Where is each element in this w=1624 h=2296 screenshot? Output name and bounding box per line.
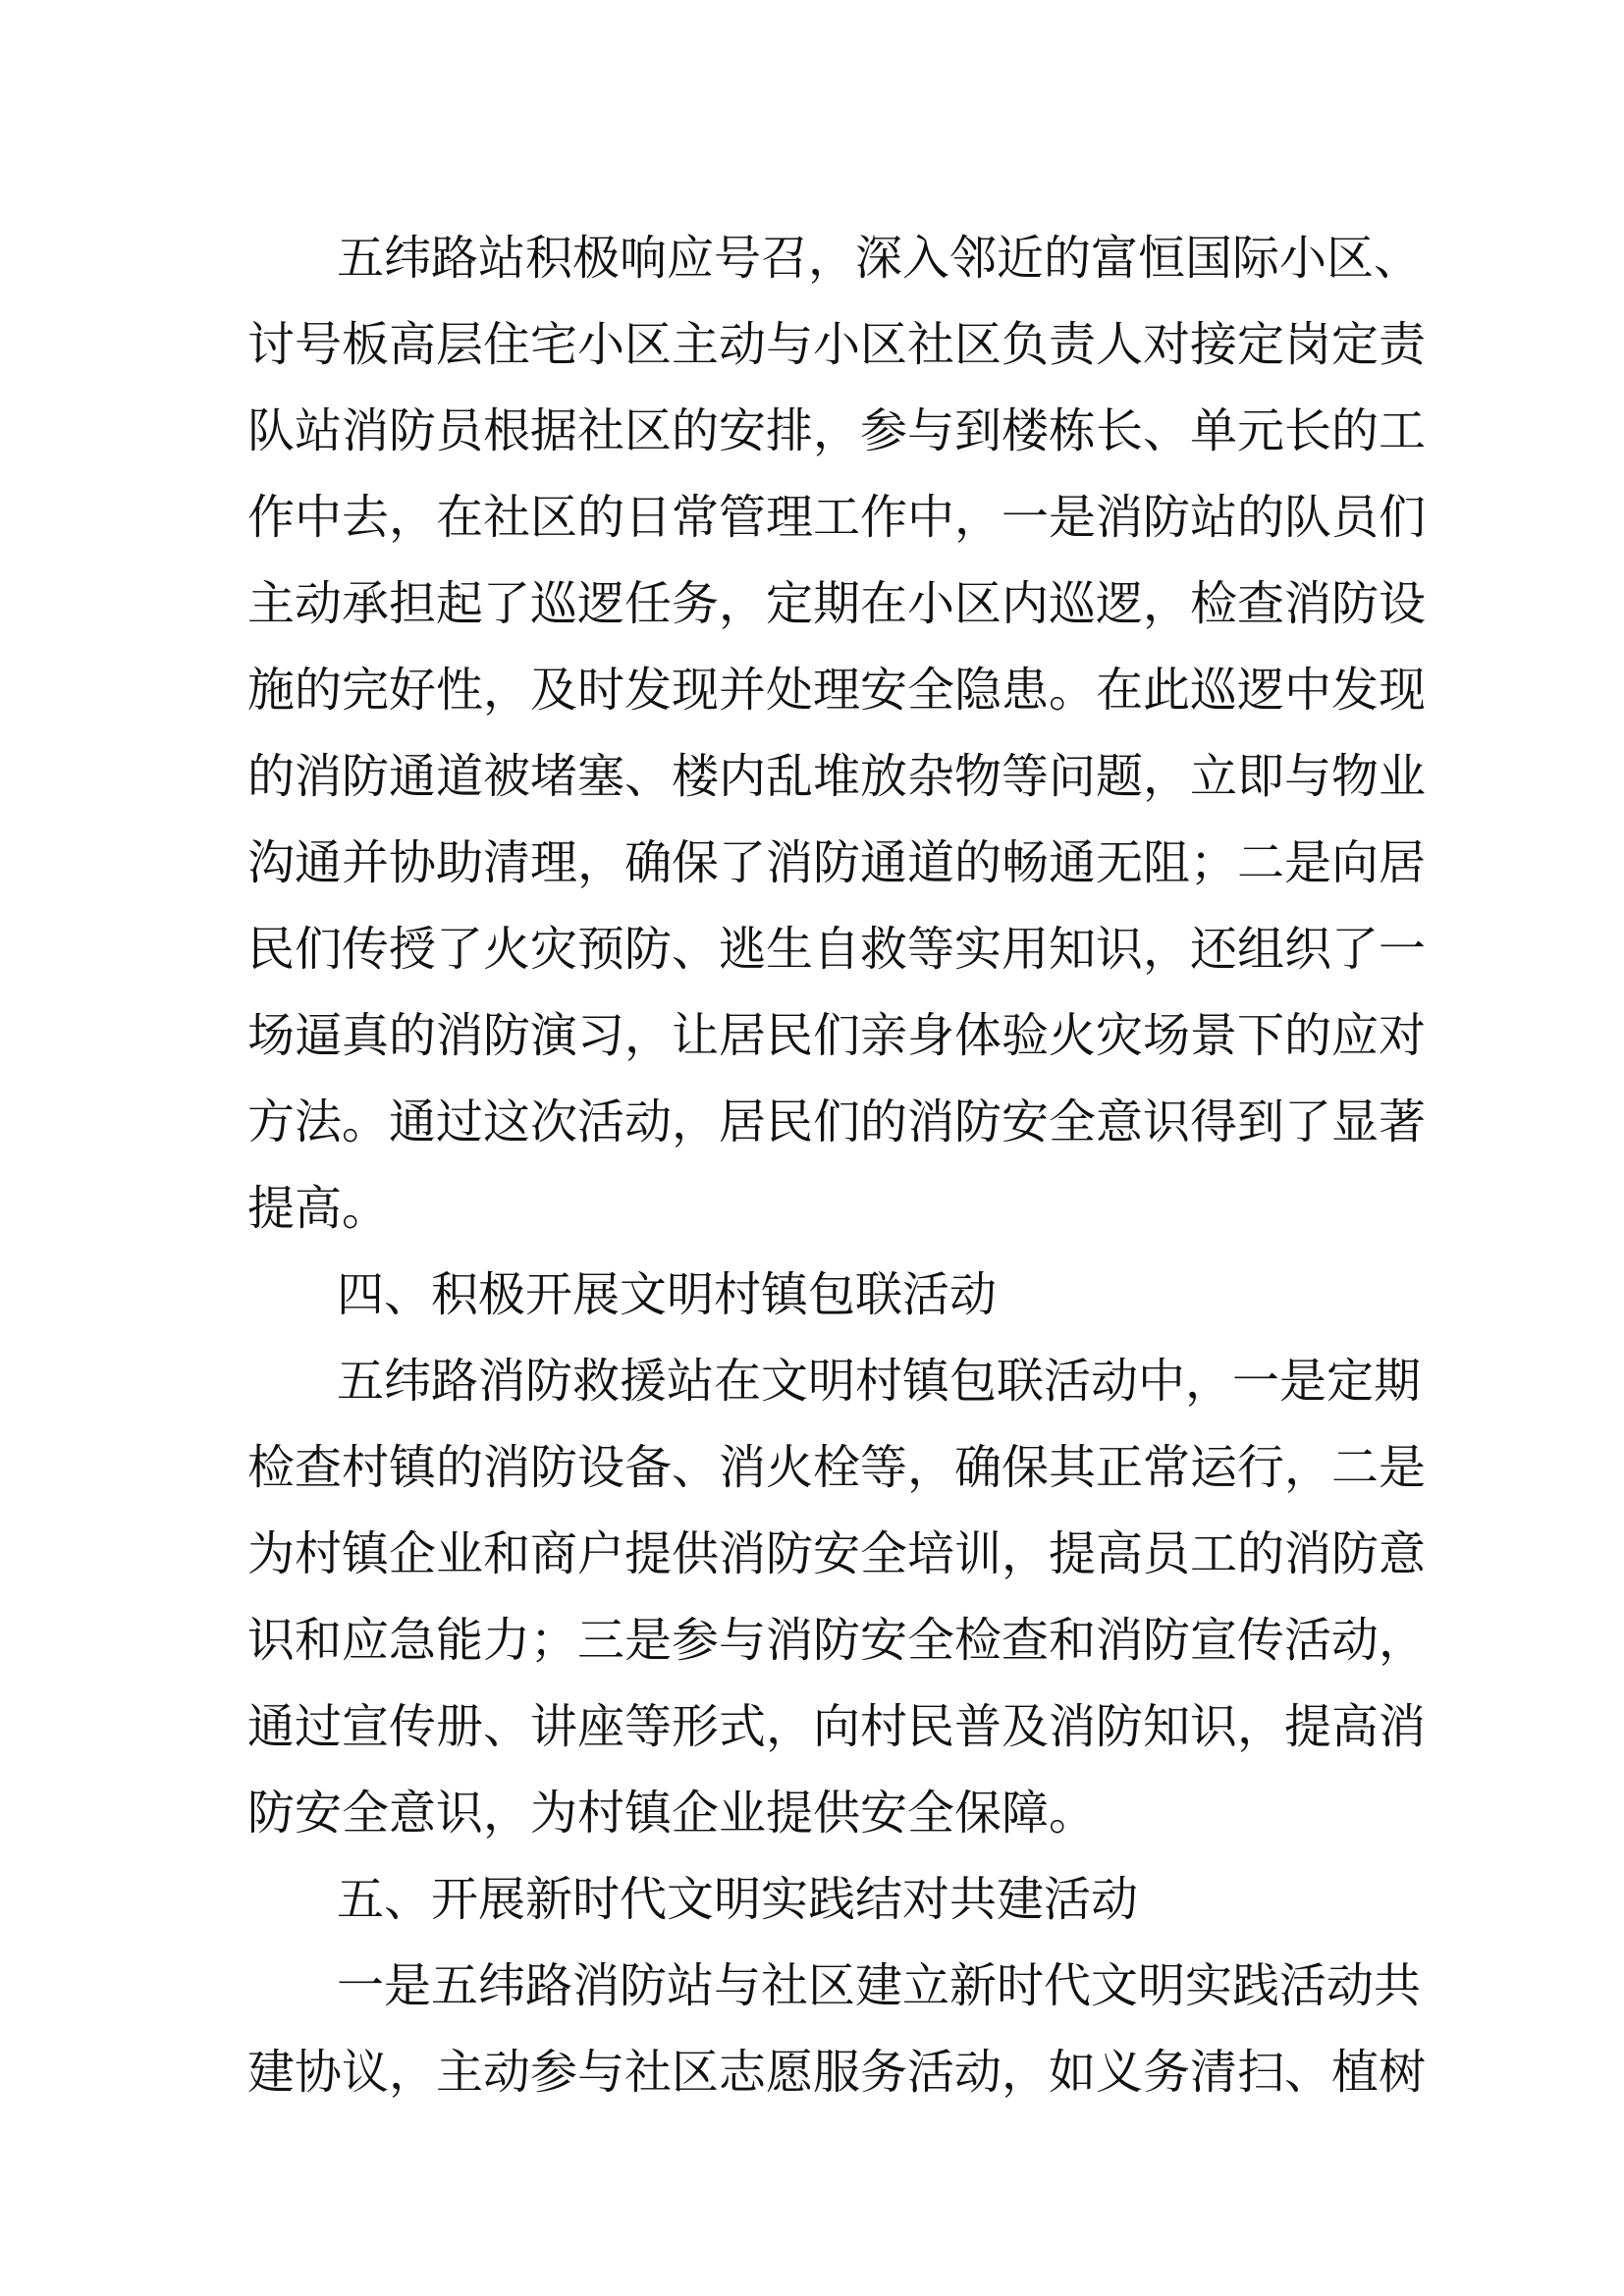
paragraph-line: 防安全意识，为村镇企业提供安全保障。 [247,1786,1097,1841]
paragraph-line: 方法。通过这次活动，居民们的消防安全意识得到了显著 [247,1095,1427,1149]
paragraph-line: 沟通并协助清理，确保了消防通道的畅通无阻；二是向居 [247,835,1427,890]
paragraph-line: 讨号板高层住宅小区主动与小区社区负责人对接定岗定责 [247,317,1427,372]
paragraph-line: 民们传授了火灾预防、逃生自救等实用知识，还组织了一 [247,922,1427,977]
paragraph-line: 建协议，主动参与社区志愿服务活动，如义务清扫、植树 [247,2045,1427,2100]
paragraph-line: 的消防通道被堵塞、楼内乱堆放杂物等问题，立即与物业 [247,749,1427,804]
paragraph-line: 提高。 [247,1181,390,1236]
paragraph-line: 施的完好性，及时发现并处理安全隐患。在此巡逻中发现 [247,663,1427,718]
paragraph-line: 作中去，在社区的日常管理工作中，一是消防站的队员们 [247,490,1427,545]
paragraph-line: 五纬路消防救援站在文明村镇包联活动中，一是定期 [337,1354,1422,1409]
section-heading: 四、积极开展文明村镇包联活动 [337,1267,998,1322]
paragraph-line: 一是五纬路消防站与社区建立新时代文明实践活动共 [337,1958,1422,2013]
paragraph-line: 识和应急能力；三是参与消防安全检查和消防宣传活动， [247,1613,1427,1668]
paragraph-line: 通过宣传册、讲座等形式，向村民普及消防知识，提高消 [247,1699,1427,1754]
paragraph-line: 五纬路站积极响应号召，深入邻近的富恒国际小区、 [337,231,1422,286]
paragraph-line: 为村镇企业和商户提供消防安全培训，提高员工的消防意 [247,1526,1427,1581]
paragraph-line: 场逼真的消防演习，让居民们亲身体验火灾场景下的应对 [247,1008,1427,1063]
section-heading: 五、开展新时代文明实践结对共建活动 [337,1872,1139,1927]
paragraph-line: 队站消防员根据社区的安排，参与到楼栋长、单元长的工 [247,403,1427,458]
paragraph-line: 检查村镇的消防设备、消火栓等，确保其正常运行，二是 [247,1440,1427,1495]
paragraph-line: 主动承担起了巡逻任务，定期在小区内巡逻，检查消防设 [247,576,1427,631]
